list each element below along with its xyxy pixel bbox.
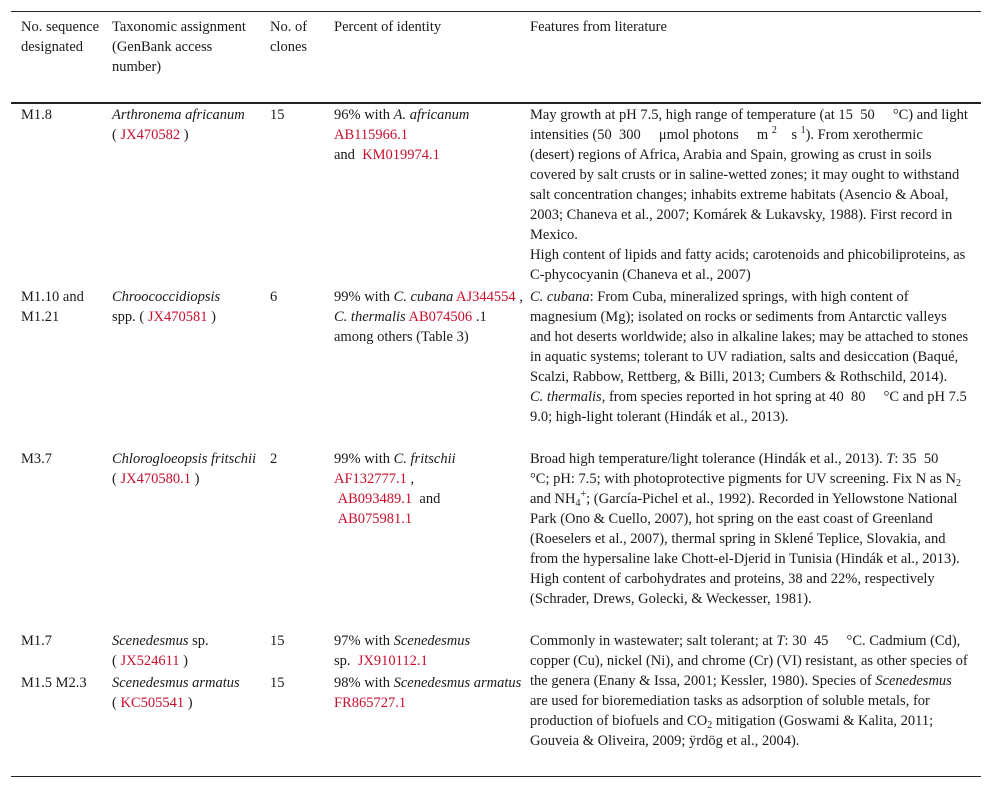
row1-identity-accession-1[interactable]: AB115966.1 [334, 127, 408, 143]
row2-identity-species-2: C. thermalis [334, 309, 406, 325]
row5-identity-accession-1[interactable]: FR865727.1 [334, 695, 407, 711]
row3-identity: 99% with C. fritschii AF132777.1 , AB093489.1 and AB075981.1 [334, 451, 456, 527]
row4-taxon: Scenedesmus sp. ( JX524611 ) [112, 633, 209, 669]
row1-sequence: M1.8 [21, 107, 53, 123]
row3-sequence: M3.7 [21, 451, 53, 467]
row2-identity-accession-1[interactable]: AJ344554 [456, 289, 516, 305]
row2-taxon-accession-link[interactable]: JX470581 [147, 309, 208, 325]
row5-taxon-accession-link[interactable]: KC505541 [120, 695, 185, 711]
header-clones: No. of clones [270, 19, 308, 55]
table-bottom-rule [11, 776, 981, 777]
row5-identity: 98% with Scenedesmus armatus FR865727.1 [334, 675, 522, 711]
row4-clones: 15 [270, 633, 285, 649]
row3-taxon: Chlorogloeopsis fritschii ( JX470580.1 ) [112, 451, 257, 487]
row2-identity: 99% with C. cubana AJ344554 , C. thermalis AB074506 .1 among others (Table 3) [334, 289, 523, 345]
header-sequence: No. sequence designated [21, 19, 100, 55]
row2-identity-accession-2[interactable]: AB074506 [408, 309, 473, 325]
row2-identity-species-1: C. cubana [393, 289, 454, 305]
row3-identity-accession-1[interactable]: AF132777.1 [334, 471, 407, 487]
row2-taxon: Chroococcidiopsis spp. ( JX470581 ) [112, 289, 221, 325]
table-header-rule [11, 102, 981, 104]
header-taxonomic: Taxonomic assignment (GenBank access number) [112, 19, 246, 75]
row5-sequence: M1.5 M2.3 [21, 675, 87, 691]
row2-taxon-name: Chroococcidiopsis [112, 289, 221, 305]
row5-taxon-name: Scenedesmus armatus [112, 675, 240, 691]
row1-taxon: Arthronema africanum ( JX470582 ) [112, 107, 245, 143]
row2-clones: 6 [270, 289, 278, 305]
row1-identity: 96% with A. africanum AB115966.1 and KM019974.1 [334, 107, 470, 163]
row1-features: May growth at pH 7.5, high range of temperature (at 15 50 °C) and light intensities (50 300 μmol photons m $^2$ s $^1$). From xerothermic (desert) regions of Africa, Arabia and Spain, growing as crust in soils covered by salt crusts or in saline-wetted zones; it may ought to withstand salt concentration changes; inhabits extreme habitats (Asencio & Aboal, 2003; Chaneva et al., 2007; Komárek & Lukavsky, 1988). First record in Mexico. High content of lipids and fatty acids; carotenoids and phicobiliproteins, as C-phycocyanin (Chaneva et al., 2007) [530, 107, 968, 283]
row3-identity-species: C. fritschii [393, 451, 456, 467]
row3-identity-accession-2[interactable]: AB093489.1 [337, 491, 413, 507]
row4-identity: 97% with Scenedesmus sp. JX910112.1 [334, 633, 471, 669]
row3-features: Broad high temperature/light tolerance (Hindák et al., 2013). T: 35 50 °C; pH: 7.5; with photoprotective pigments for UV screening. Fix N as $N_2$ and $NH_4^+$; (García-Pichel et al., 1992). Recorded in Yellowstone National Park (Ono & Cuello, 2007), hot spring on the east coast of Greenland (Roeselers et al., 2007), thermal spring in Sklené Teplice, Slovakia, and from the hypersaline lake Chott-el-Djerid in Tunisia (Hindák et al., 2013). High content of carbohydrates and proteins, 38 and 22%, respectively (Schrader, Drews, Golecki, & Weckesser, 1981). [530, 451, 965, 607]
row3-identity-accession-3[interactable]: AB075981.1 [337, 511, 413, 527]
row4-sequence: M1.7 [21, 633, 53, 649]
header-identity: Percent of identity [334, 19, 442, 35]
scenedesmus-features: Commonly in wastewater; salt tolerant; at T: 30 45 °C. Cadmium (Cd), copper (Cu), nickel (Ni), and chrome (Cr) (VI) resistant, as other species of the genera (Enany & Issa, 2001; Kessler, 1980). Species of Scenedesmus are used for bioremediation tasks as adsorption of soluble metals, for production of biofuels and $CO_2$ mitigation (Goswami & Kalita, 2011; Gouveia & Oliveira, 2009; ÿrdög et al., 2004). [530, 633, 972, 749]
row3-clones: 2 [270, 451, 278, 467]
row3-taxon-accession-link[interactable]: JX470580.1 [120, 471, 191, 487]
row1-taxon-accession-link[interactable]: JX470582 [120, 127, 181, 143]
row1-clones: 15 [270, 107, 285, 123]
row4-taxon-name: Scenedesmus [112, 633, 189, 649]
row5-taxon: Scenedesmus armatus ( KC505541 ) [112, 675, 240, 711]
table-top-rule [11, 11, 981, 12]
row4-identity-accession-1[interactable]: JX910112.1 [357, 653, 428, 669]
row5-clones: 15 [270, 675, 285, 691]
row1-identity-accession-2[interactable]: KM019974.1 [362, 147, 440, 163]
row1-identity-species: A. africanum [393, 107, 470, 123]
header-features: Features from literature [530, 19, 667, 35]
row3-taxon-name: Chlorogloeopsis fritschii [112, 451, 257, 467]
row2-sequence: M1.10 and M1.21 [21, 289, 84, 325]
row2-features: C. cubana: From Cuba, mineralized springs, with high content of magnesium (Mg); isolated on rocks or sediments from Antarctic valleys and hot deserts worldwide; also in alkaline lakes; may be attached to stones in aquatic systems; tolerant to UV radiation, salts and desiccation (Baqué, Scalzi, Rabbow, Rettberg, & Billi, 2013; Cumbers & Rothschild, 2014). C. thermalis, from species reported in hot spring at 40 80 °C and pH 7.5 9.0; high-light tolerant (Hindák et al., 2013). [530, 289, 974, 425]
row4-taxon-accession-link[interactable]: JX524611 [120, 653, 180, 669]
row1-taxon-name: Arthronema africanum [112, 107, 245, 123]
